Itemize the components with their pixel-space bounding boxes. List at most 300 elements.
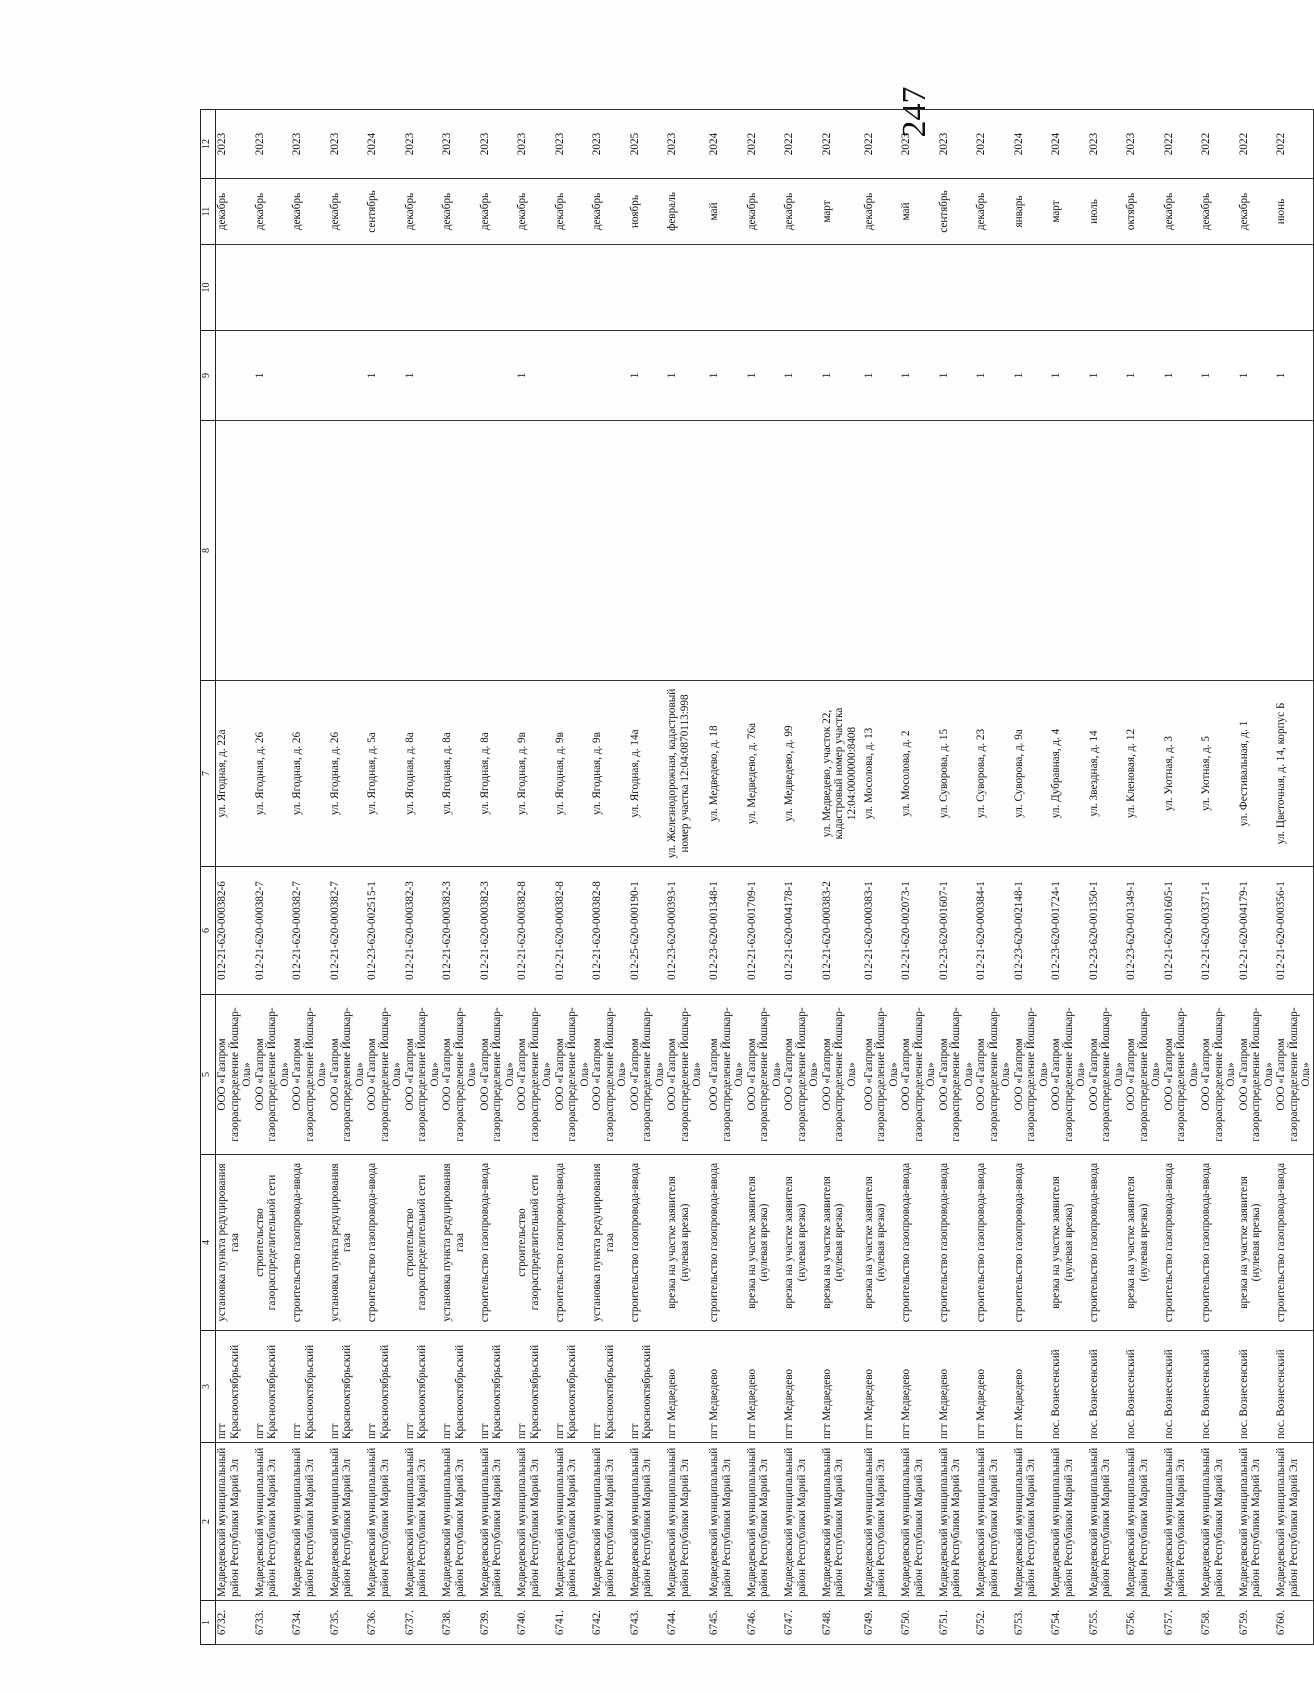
quantity-cell: 1 xyxy=(1088,331,1126,421)
application-code-cell: 012-21-620-000382-8 xyxy=(554,867,592,995)
work-type-cell: строительство газопровода-ввода xyxy=(975,1155,1013,1331)
row-number: 6734. xyxy=(291,1601,329,1645)
col8-cell xyxy=(863,421,901,681)
col10-cell xyxy=(291,245,329,331)
table-row xyxy=(1238,110,1276,1645)
application-code-cell: 012-21-620-002073-1 xyxy=(900,867,938,995)
col10-cell xyxy=(329,245,367,331)
organization-cell: ООО «Газпром газораспределение Йошкар-Ола» xyxy=(254,995,292,1155)
row-number: 6738. xyxy=(441,1601,479,1645)
district-cell: Медведевский муниципальный район Республики Марий Эл xyxy=(216,1443,254,1601)
col8-cell xyxy=(329,421,367,681)
quantity-cell: 1 xyxy=(1275,331,1313,421)
settlement-cell: пгт Медведево xyxy=(975,1331,1013,1443)
quantity-cell: 1 xyxy=(1238,331,1276,421)
col10-cell xyxy=(1163,245,1201,331)
col8-cell xyxy=(479,421,517,681)
district-cell: Медведевский муниципальный район Республики Марий Эл xyxy=(1200,1443,1238,1601)
year-cell: 2023 xyxy=(329,110,367,179)
col10-cell xyxy=(404,245,442,331)
col8-cell xyxy=(216,421,254,681)
month-cell: май xyxy=(900,179,938,245)
district-cell: Медведевский муниципальный район Республики Марий Эл xyxy=(1125,1443,1163,1601)
year-cell: 2023 xyxy=(1088,110,1126,179)
month-cell: декабрь xyxy=(1238,179,1276,245)
address-cell: ул. Ягодная, д. 22а xyxy=(216,681,254,867)
col-header: 8 xyxy=(201,421,216,681)
quantity-cell: 1 xyxy=(900,331,938,421)
work-type-cell: строительство газопровода-ввода xyxy=(1013,1155,1051,1331)
col10-cell xyxy=(1088,245,1126,331)
work-type-cell: строительство газопровода-ввода xyxy=(1275,1155,1313,1331)
quantity-cell: 1 xyxy=(1125,331,1163,421)
row-number: 6733. xyxy=(254,1601,292,1645)
work-type-cell: строительство газораспределительной сети xyxy=(404,1155,442,1331)
row-number: 6741. xyxy=(554,1601,592,1645)
application-code-cell: 012-21-620-000356-1 xyxy=(1275,867,1313,995)
organization-cell: ООО «Газпром газораспределение Йошкар-Ола» xyxy=(441,995,479,1155)
col8-cell xyxy=(591,421,629,681)
address-cell: ул. Ягодная, д. 8а xyxy=(479,681,517,867)
address-cell: ул. Ягодная, д. 8а xyxy=(404,681,442,867)
address-cell: ул. Уютная, д. 5 xyxy=(1200,681,1238,867)
col8-cell xyxy=(254,421,292,681)
settlement-cell: пос. Вознесенский xyxy=(1088,1331,1126,1443)
application-code-cell: 012-21-620-004179-1 xyxy=(1238,867,1276,995)
application-code-cell: 012-21-620-000382-8 xyxy=(516,867,554,995)
organization-cell: ООО «Газпром газораспределение Йошкар-Ола» xyxy=(821,995,863,1155)
row-number: 6748. xyxy=(821,1601,863,1645)
month-cell: май xyxy=(708,179,746,245)
organization-cell: ООО «Газпром газораспределение Йошкар-Ола» xyxy=(1013,995,1051,1155)
col-header: 5 xyxy=(201,995,216,1155)
district-cell: Медведевский муниципальный район Республики Марий Эл xyxy=(404,1443,442,1601)
col8-cell xyxy=(516,421,554,681)
organization-cell: ООО «Газпром газораспределение Йошкар-Ола» xyxy=(900,995,938,1155)
table-row xyxy=(938,110,976,1645)
work-type-cell: строительство газопровода-ввода xyxy=(366,1155,404,1331)
col8-cell xyxy=(1088,421,1126,681)
col8-cell xyxy=(1013,421,1051,681)
col8-cell xyxy=(1200,421,1238,681)
work-type-cell: врезка на участке заявителя (нулевая врезка) xyxy=(1238,1155,1276,1331)
col8-cell xyxy=(441,421,479,681)
address-cell: ул. Железнодорожная, кадастровый номер участка 12:04:0870113:998 xyxy=(666,681,708,867)
month-cell: декабрь xyxy=(479,179,517,245)
settlement-cell: пос. Вознесенский xyxy=(1238,1331,1276,1443)
address-cell: ул. Уютная, д. 3 xyxy=(1163,681,1201,867)
row-number: 6737. xyxy=(404,1601,442,1645)
settlement-cell: пгт Краснооктябрьский xyxy=(441,1331,479,1443)
quantity-cell: 1 xyxy=(1163,331,1201,421)
table-row xyxy=(216,110,254,1645)
year-cell: 2023 xyxy=(666,110,708,179)
table-row xyxy=(554,110,592,1645)
application-code-cell: 012-21-620-000384-1 xyxy=(975,867,1013,995)
district-cell: Медведевский муниципальный район Республики Марий Эл xyxy=(938,1443,976,1601)
year-cell: 2024 xyxy=(366,110,404,179)
address-cell: ул. Ягодная, д. 9в xyxy=(516,681,554,867)
application-code-cell: 012-21-620-000383-1 xyxy=(863,867,901,995)
col-header: 6 xyxy=(201,867,216,995)
quantity-cell: 1 xyxy=(366,331,404,421)
table-row xyxy=(863,110,901,1645)
col10-cell xyxy=(1200,245,1238,331)
address-cell: ул. Кленовая, д. 12 xyxy=(1125,681,1163,867)
col-header: 7 xyxy=(201,681,216,867)
col10-cell xyxy=(591,245,629,331)
address-cell: ул. Медведево, д. 76а xyxy=(746,681,784,867)
row-number: 6757. xyxy=(1163,1601,1201,1645)
year-cell: 2025 xyxy=(629,110,667,179)
organization-cell: ООО «Газпром газораспределение Йошкар-Ола» xyxy=(746,995,784,1155)
row-number: 6751. xyxy=(938,1601,976,1645)
work-type-cell: врезка на участке заявителя (нулевая врезка) xyxy=(821,1155,863,1331)
year-cell: 2023 xyxy=(441,110,479,179)
district-cell: Медведевский муниципальный район Республики Марий Эл xyxy=(554,1443,592,1601)
organization-cell: ООО «Газпром газораспределение Йошкар-Ола» xyxy=(1088,995,1126,1155)
settlement-cell: пгт Краснооктябрьский xyxy=(554,1331,592,1443)
address-cell: ул. Дубравная, д. 4 xyxy=(1050,681,1088,867)
district-cell: Медведевский муниципальный район Республики Марий Эл xyxy=(708,1443,746,1601)
quantity-cell xyxy=(329,331,367,421)
organization-cell: ООО «Газпром газораспределение Йошкар-Ола» xyxy=(629,995,667,1155)
address-cell: ул. Ягодная, д. 26 xyxy=(254,681,292,867)
table-row xyxy=(404,110,442,1645)
col8-cell xyxy=(1275,421,1313,681)
quantity-cell: 1 xyxy=(708,331,746,421)
month-cell: июнь xyxy=(1275,179,1313,245)
district-cell: Медведевский муниципальный район Республики Марий Эл xyxy=(1088,1443,1126,1601)
application-code-cell: 012-23-620-001607-1 xyxy=(938,867,976,995)
application-code-cell: 012-21-620-000382-6 xyxy=(216,867,254,995)
work-type-cell: строительство газопровода-ввода xyxy=(554,1155,592,1331)
district-cell: Медведевский муниципальный район Республики Марий Эл xyxy=(329,1443,367,1601)
row-number: 6756. xyxy=(1125,1601,1163,1645)
quantity-cell xyxy=(591,331,629,421)
table-row xyxy=(516,110,554,1645)
work-type-cell: строительство газопровода-ввода xyxy=(1200,1155,1238,1331)
col-header: 4 xyxy=(201,1155,216,1331)
organization-cell: ООО «Газпром газораспределение Йошкар-Ола» xyxy=(1200,995,1238,1155)
work-type-cell: врезка на участке заявителя (нулевая врезка) xyxy=(1125,1155,1163,1331)
col10-cell xyxy=(938,245,976,331)
row-number: 6744. xyxy=(666,1601,708,1645)
row-number: 6736. xyxy=(366,1601,404,1645)
organization-cell: ООО «Газпром газораспределение Йошкар-Ола» xyxy=(863,995,901,1155)
quantity-cell: 1 xyxy=(404,331,442,421)
month-cell: декабрь xyxy=(863,179,901,245)
row-number: 6758. xyxy=(1200,1601,1238,1645)
col8-cell xyxy=(366,421,404,681)
application-code-cell: 012-21-620-000382-7 xyxy=(254,867,292,995)
quantity-cell: 1 xyxy=(629,331,667,421)
col-header: 2 xyxy=(201,1443,216,1601)
quantity-cell: 1 xyxy=(821,331,863,421)
col10-cell xyxy=(1275,245,1313,331)
application-code-cell: 012-21-620-000383-2 xyxy=(821,867,863,995)
table-row xyxy=(591,110,629,1645)
col8-cell xyxy=(975,421,1013,681)
application-code-cell: 012-21-620-000382-3 xyxy=(441,867,479,995)
work-type-cell: строительство газопровода-ввода xyxy=(291,1155,329,1331)
col10-cell xyxy=(900,245,938,331)
organization-cell: ООО «Газпром газораспределение Йошкар-Ола» xyxy=(516,995,554,1155)
address-cell: ул. Медведево, д. 99 xyxy=(783,681,821,867)
quantity-cell: 1 xyxy=(746,331,784,421)
work-type-cell: врезка на участке заявителя (нулевая врезка) xyxy=(863,1155,901,1331)
application-code-cell: 012-23-620-000393-1 xyxy=(666,867,708,995)
gasification-table xyxy=(200,109,1314,1645)
row-number: 6743. xyxy=(629,1601,667,1645)
month-cell: январь xyxy=(1013,179,1051,245)
quantity-cell: 1 xyxy=(863,331,901,421)
quantity-cell: 1 xyxy=(938,331,976,421)
month-cell: декабрь xyxy=(216,179,254,245)
district-cell: Медведевский муниципальный район Республики Марий Эл xyxy=(900,1443,938,1601)
district-cell: Медведевский муниципальный район Республики Марий Эл xyxy=(291,1443,329,1601)
settlement-cell: пгт Краснооктябрьский xyxy=(404,1331,442,1443)
quantity-cell: 1 xyxy=(666,331,708,421)
address-cell: ул. Звездная, д. 14 xyxy=(1088,681,1126,867)
year-cell: 2023 xyxy=(291,110,329,179)
application-code-cell: 012-23-620-001348-1 xyxy=(708,867,746,995)
organization-cell: ООО «Газпром газораспределение Йошкар-Ола» xyxy=(1163,995,1201,1155)
organization-cell: ООО «Газпром газораспределение Йошкар-Ола» xyxy=(479,995,517,1155)
year-cell: 2023 xyxy=(404,110,442,179)
district-cell: Медведевский муниципальный район Республики Марий Эл xyxy=(441,1443,479,1601)
settlement-cell: пос. Вознесенский xyxy=(1275,1331,1313,1443)
address-cell: ул. Мосолова, д. 2 xyxy=(900,681,938,867)
month-cell: ноябрь xyxy=(629,179,667,245)
quantity-cell: 1 xyxy=(783,331,821,421)
month-cell: декабрь xyxy=(329,179,367,245)
settlement-cell: пос. Вознесенский xyxy=(1050,1331,1088,1443)
row-number: 6739. xyxy=(479,1601,517,1645)
settlement-cell: пгт Медведево xyxy=(821,1331,863,1443)
year-cell: 2024 xyxy=(708,110,746,179)
year-cell: 2023 xyxy=(479,110,517,179)
district-cell: Медведевский муниципальный район Республики Марий Эл xyxy=(666,1443,708,1601)
settlement-cell: пгт Медведево xyxy=(783,1331,821,1443)
table-row xyxy=(708,110,746,1645)
settlement-cell: пгт Медведево xyxy=(938,1331,976,1443)
organization-cell: ООО «Газпром газораспределение Йошкар-Ола» xyxy=(938,995,976,1155)
district-cell: Медведевский муниципальный район Республики Марий Эл xyxy=(821,1443,863,1601)
col8-cell xyxy=(708,421,746,681)
rotated-table-container xyxy=(200,110,1312,1645)
settlement-cell: пос. Вознесенский xyxy=(1163,1331,1201,1443)
col10-cell xyxy=(216,245,254,331)
table-row xyxy=(291,110,329,1645)
work-type-cell: строительство газопровода-ввода xyxy=(708,1155,746,1331)
col10-cell xyxy=(1238,245,1276,331)
settlement-cell: пгт Краснооктябрьский xyxy=(479,1331,517,1443)
settlement-cell: пгт Краснооктябрьский xyxy=(591,1331,629,1443)
application-code-cell: 012-23-620-002148-1 xyxy=(1013,867,1051,995)
district-cell: Медведевский муниципальный район Республики Марий Эл xyxy=(1275,1443,1313,1601)
table-row xyxy=(366,110,404,1645)
settlement-cell: пгт Медведево xyxy=(746,1331,784,1443)
work-type-cell: установка пункта редуцирования газа xyxy=(591,1155,629,1331)
address-cell: ул. Суворова, д. 15 xyxy=(938,681,976,867)
col8-cell xyxy=(666,421,708,681)
col8-cell xyxy=(629,421,667,681)
month-cell: декабрь xyxy=(441,179,479,245)
col10-cell xyxy=(821,245,863,331)
col8-cell xyxy=(746,421,784,681)
settlement-cell: пгт Медведево xyxy=(900,1331,938,1443)
row-number: 6752. xyxy=(975,1601,1013,1645)
row-number: 6742. xyxy=(591,1601,629,1645)
table-row xyxy=(254,110,292,1645)
quantity-cell: 1 xyxy=(254,331,292,421)
district-cell: Медведевский муниципальный район Республики Марий Эл xyxy=(1163,1443,1201,1601)
col-header: 3 xyxy=(201,1331,216,1443)
table-row xyxy=(900,110,938,1645)
table-row xyxy=(666,110,708,1645)
col8-cell xyxy=(1125,421,1163,681)
year-cell: 2023 xyxy=(216,110,254,179)
year-cell: 2024 xyxy=(1050,110,1088,179)
col10-cell xyxy=(1013,245,1051,331)
year-cell: 2023 xyxy=(591,110,629,179)
organization-cell: ООО «Газпром газораспределение Йошкар-Ола» xyxy=(554,995,592,1155)
col10-cell xyxy=(516,245,554,331)
month-cell: декабрь xyxy=(291,179,329,245)
settlement-cell: пос. Вознесенский xyxy=(1200,1331,1238,1443)
column-number-row xyxy=(201,110,216,1645)
work-type-cell: строительство газораспределительной сети xyxy=(516,1155,554,1331)
work-type-cell: строительство газопровода-ввода xyxy=(1088,1155,1126,1331)
row-number: 6735. xyxy=(329,1601,367,1645)
table-row xyxy=(1163,110,1201,1645)
work-type-cell: установка пункта редуцирования газа xyxy=(441,1155,479,1331)
address-cell: ул. Ягодная, д. 8а xyxy=(441,681,479,867)
col10-cell xyxy=(479,245,517,331)
month-cell: декабрь xyxy=(254,179,292,245)
quantity-cell xyxy=(554,331,592,421)
work-type-cell: строительство газораспределительной сети xyxy=(254,1155,292,1331)
page-number: 247 xyxy=(896,86,933,138)
work-type-cell: установка пункта редуцирования газа xyxy=(329,1155,367,1331)
table-row xyxy=(746,110,784,1645)
month-cell: март xyxy=(821,179,863,245)
year-cell: 2022 xyxy=(1200,110,1238,179)
organization-cell: ООО «Газпром газораспределение Йошкар-Ола» xyxy=(1125,995,1163,1155)
month-cell: декабрь xyxy=(516,179,554,245)
district-cell: Медведевский муниципальный район Республики Марий Эл xyxy=(783,1443,821,1601)
quantity-cell xyxy=(441,331,479,421)
col10-cell xyxy=(366,245,404,331)
address-cell: ул. Ягодная, д. 5а xyxy=(366,681,404,867)
settlement-cell: пгт Медведево xyxy=(1013,1331,1051,1443)
col-header: 12 xyxy=(201,110,216,179)
settlement-cell: пгт Краснооктябрьский xyxy=(629,1331,667,1443)
application-code-cell: 012-21-620-000382-3 xyxy=(404,867,442,995)
col10-cell xyxy=(629,245,667,331)
year-cell: 2023 xyxy=(900,110,938,179)
address-cell: ул. Медведево, д. 18 xyxy=(708,681,746,867)
col8-cell xyxy=(783,421,821,681)
table-row xyxy=(783,110,821,1645)
col10-cell xyxy=(975,245,1013,331)
address-cell: ул. Ягодная, д. 9в xyxy=(554,681,592,867)
quantity-cell xyxy=(479,331,517,421)
col10-cell xyxy=(254,245,292,331)
row-number: 6746. xyxy=(746,1601,784,1645)
row-number: 6754. xyxy=(1050,1601,1088,1645)
col8-cell xyxy=(1163,421,1201,681)
organization-cell: ООО «Газпром газораспределение Йошкар-Ола» xyxy=(708,995,746,1155)
row-number: 6740. xyxy=(516,1601,554,1645)
settlement-cell: пгт Краснооктябрьский xyxy=(291,1331,329,1443)
row-number: 6745. xyxy=(708,1601,746,1645)
quantity-cell xyxy=(216,331,254,421)
quantity-cell: 1 xyxy=(516,331,554,421)
application-code-cell: 012-21-620-000382-7 xyxy=(329,867,367,995)
year-cell: 2022 xyxy=(783,110,821,179)
district-cell: Медведевский муниципальный район Республики Марий Эл xyxy=(746,1443,784,1601)
district-cell: Медведевский муниципальный район Республики Марий Эл xyxy=(516,1443,554,1601)
year-cell: 2023 xyxy=(938,110,976,179)
col8-cell xyxy=(938,421,976,681)
year-cell: 2022 xyxy=(975,110,1013,179)
month-cell: сентябрь xyxy=(366,179,404,245)
month-cell: декабрь xyxy=(591,179,629,245)
col8-cell xyxy=(1238,421,1276,681)
district-cell: Медведевский муниципальный район Республики Марий Эл xyxy=(1238,1443,1276,1601)
col10-cell xyxy=(708,245,746,331)
organization-cell: ООО «Газпром газораспределение Йошкар-Ола» xyxy=(291,995,329,1155)
col8-cell xyxy=(291,421,329,681)
year-cell: 2022 xyxy=(746,110,784,179)
year-cell: 2023 xyxy=(554,110,592,179)
year-cell: 2024 xyxy=(1013,110,1051,179)
application-code-cell: 012-21-620-003371-1 xyxy=(1200,867,1238,995)
col10-cell xyxy=(863,245,901,331)
organization-cell: ООО «Газпром газораспределение Йошкар-Ола» xyxy=(1238,995,1276,1155)
year-cell: 2022 xyxy=(1238,110,1276,179)
table-row xyxy=(329,110,367,1645)
work-type-cell: строительство газопровода-ввода xyxy=(900,1155,938,1331)
row-number: 6749. xyxy=(863,1601,901,1645)
year-cell: 2023 xyxy=(254,110,292,179)
row-number: 6750. xyxy=(900,1601,938,1645)
application-code-cell: 012-23-620-001349-1 xyxy=(1125,867,1163,995)
work-type-cell: врезка на участке заявителя (нулевая врезка) xyxy=(783,1155,821,1331)
quantity-cell xyxy=(291,331,329,421)
application-code-cell: 012-21-620-000382-8 xyxy=(591,867,629,995)
application-code-cell: 012-21-620-000382-3 xyxy=(479,867,517,995)
work-type-cell: строительство газопровода-ввода xyxy=(1163,1155,1201,1331)
col10-cell xyxy=(441,245,479,331)
district-cell: Медведевский муниципальный район Республики Марий Эл xyxy=(629,1443,667,1601)
month-cell: декабрь xyxy=(554,179,592,245)
address-cell: ул. Цветочная, д. 14, корпус Б xyxy=(1275,681,1313,867)
table-row xyxy=(975,110,1013,1645)
month-cell: декабрь xyxy=(404,179,442,245)
row-number: 6747. xyxy=(783,1601,821,1645)
organization-cell: ООО «Газпром газораспределение Йошкар-Ола» xyxy=(591,995,629,1155)
organization-cell: ООО «Газпром газораспределение Йошкар-Ола» xyxy=(329,995,367,1155)
col10-cell xyxy=(666,245,708,331)
quantity-cell: 1 xyxy=(1013,331,1051,421)
work-type-cell: строительство газопровода-ввода xyxy=(938,1155,976,1331)
row-number: 6753. xyxy=(1013,1601,1051,1645)
month-cell: сентябрь xyxy=(938,179,976,245)
organization-cell: ООО «Газпром газораспределение Йошкар-Ола» xyxy=(366,995,404,1155)
